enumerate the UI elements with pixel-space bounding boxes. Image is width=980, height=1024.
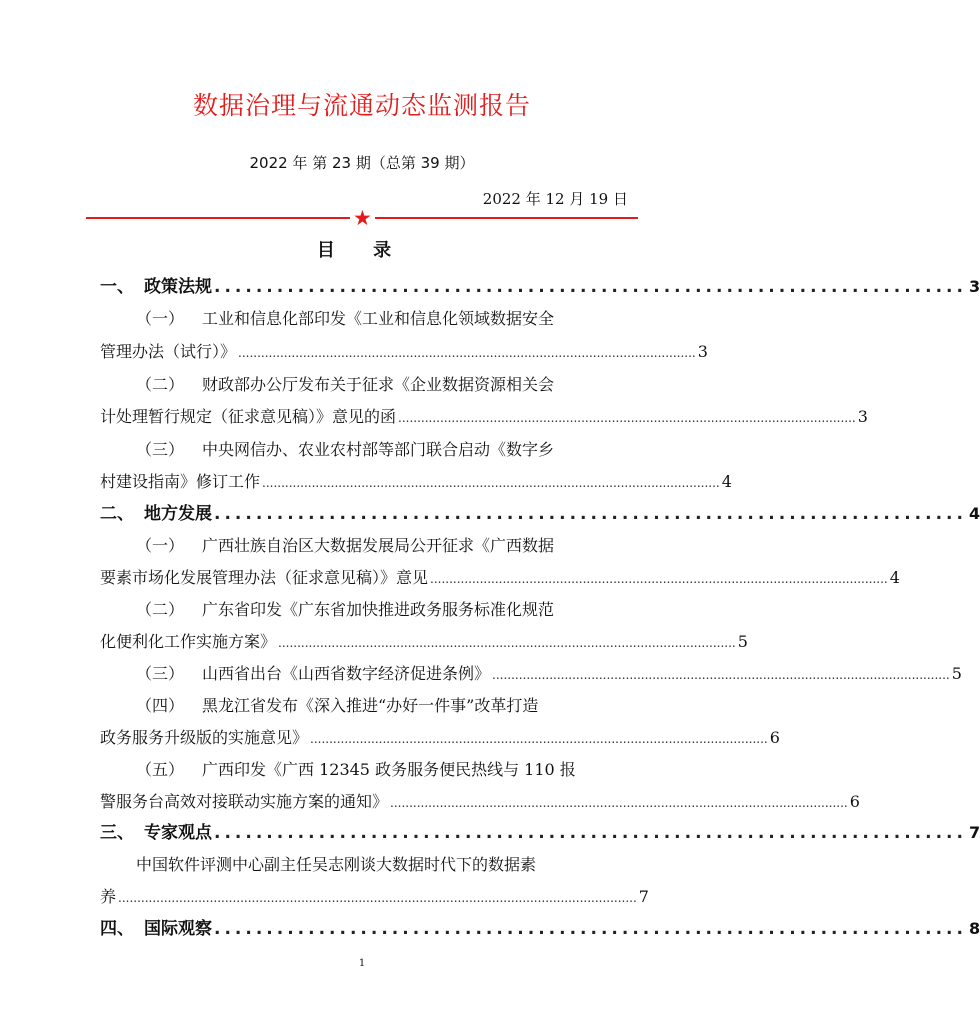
toc-entry-3-1-cont[interactable]: [100, 884, 649, 907]
section-number: 四、: [100, 919, 134, 939]
page-ref: 7: [638, 887, 649, 906]
section-number: 一、: [100, 277, 134, 297]
toc-entry-2-3[interactable]: [136, 661, 962, 684]
dot-leader: ........................................................................: [214, 919, 967, 939]
toc-entry-1-2-cont[interactable]: [100, 404, 868, 427]
section-title: 国际观察: [144, 919, 212, 939]
section-title: 地方发展: [144, 504, 212, 524]
dot-leader: ........................................................................................................................: [390, 796, 848, 810]
page-ref: 4: [889, 568, 900, 587]
toc-section-1[interactable]: [100, 272, 980, 297]
entry-text: 养: [100, 887, 117, 906]
page-ref: 5: [951, 664, 962, 683]
page-ref: 3: [857, 407, 868, 426]
entry-label: （二）: [136, 600, 185, 619]
entry-text: 中央网信办、农业农村部等部门联合启动《数字乡: [202, 440, 555, 459]
page-ref: 3: [697, 342, 708, 361]
page-ref: 7: [968, 823, 980, 842]
page-ref: 3: [968, 277, 980, 296]
page-ref: 6: [849, 792, 860, 811]
entry-label: （一）: [136, 309, 185, 328]
toc-section-2[interactable]: [100, 499, 980, 524]
entry-text: 化便利化工作实施方案》: [100, 632, 277, 651]
toc-entry-2-5[interactable]: [136, 757, 628, 780]
entry-text: 管理办法（试行）》: [100, 342, 237, 361]
toc-entry-1-2[interactable]: [136, 372, 628, 395]
toc-section-4[interactable]: [100, 914, 980, 939]
toc-entry-2-4-cont[interactable]: [100, 725, 780, 748]
page-ref: 4: [968, 504, 980, 523]
toc-heading: 目 录: [316, 240, 408, 261]
toc-entry-1-1[interactable]: [136, 306, 628, 329]
issue-date: 2022 年 12 月 19 日: [482, 190, 628, 208]
section-title: 专家观点: [144, 823, 212, 843]
toc-entry-1-3[interactable]: [136, 437, 628, 460]
dot-leader: ........................................................................................................................................: [118, 891, 637, 905]
entry-text: 中国软件评测中心副主任吴志刚谈大数据时代下的数据素: [136, 855, 537, 874]
entry-label: （三）: [136, 440, 185, 459]
section-title: 政策法规: [144, 277, 212, 297]
entry-text: 计处理暂行规定（征求意见稿）》意见的函: [100, 407, 397, 426]
dot-leader: ........................................................................................................................: [492, 668, 950, 682]
page-ref: 8: [968, 919, 980, 938]
entry-text: 广东省印发《广东省加快推进政务服务标准化规范: [202, 600, 555, 619]
dot-leader: ........................................................................................................................: [262, 476, 720, 490]
toc-entry-2-2[interactable]: [136, 597, 628, 620]
toc-section-3[interactable]: [100, 818, 980, 843]
entry-label: （五）: [136, 760, 185, 779]
dot-leader: ........................................................................................................................: [238, 346, 696, 360]
entry-text: 广西印发《广西 12345 政务服务便民热线与 110 报: [202, 760, 576, 779]
entry-label: （二）: [136, 375, 185, 394]
issue-number: 2022 年 第 23 期（总第 39 期）: [249, 154, 475, 172]
dot-leader: ........................................................................................................................: [398, 411, 856, 425]
entry-text: 工业和信息化部印发《工业和信息化领域数据安全: [202, 309, 555, 328]
entry-text: 山西省出台《山西省数字经济促进条例》: [202, 664, 491, 683]
dot-leader: ........................................................................: [214, 823, 967, 843]
page-ref: 6: [769, 728, 780, 747]
entry-text: 黑龙江省发布《深入推进“办好一件事”改革打造: [202, 696, 539, 715]
toc-entry-1-1-cont[interactable]: [100, 339, 708, 362]
entry-text: 政务服务升级版的实施意见》: [100, 728, 309, 747]
entry-text: 警服务台高效对接联动实施方案的通知》: [100, 792, 389, 811]
dot-leader: ........................................................................................................................: [278, 636, 736, 650]
page-number: 1: [358, 958, 366, 969]
toc-entry-2-1-cont[interactable]: [100, 565, 900, 588]
toc-entry-2-4[interactable]: [136, 693, 628, 716]
toc-entry-2-5-cont[interactable]: [100, 789, 860, 812]
entry-label: （一）: [136, 536, 185, 555]
report-title: 数据治理与流通动态监测报告: [192, 91, 531, 120]
page-ref: 5: [737, 632, 748, 651]
toc-entry-2-1[interactable]: [136, 533, 628, 556]
entry-label: （四）: [136, 696, 185, 715]
section-number: 二、: [100, 504, 134, 524]
toc-entry-1-3-cont[interactable]: [100, 469, 732, 492]
entry-text: 要素市场化发展管理办法（征求意见稿）》意见: [100, 568, 429, 587]
entry-text: 村建设指南》修订工作: [100, 472, 261, 491]
dot-leader: ........................................................................: [214, 277, 967, 297]
entry-text: 广西壮族自治区大数据发展局公开征求《广西数据: [202, 536, 555, 555]
toc-entry-3-1[interactable]: [136, 852, 628, 875]
toc-entry-2-2-cont[interactable]: [100, 629, 748, 652]
dot-leader: ........................................................................................................................: [310, 732, 768, 746]
entry-text: 财政部办公厅发布关于征求《企业数据资源相关会: [202, 375, 555, 394]
star-icon: ★: [350, 207, 375, 229]
dot-leader: ........................................................................: [214, 504, 967, 524]
entry-label: （三）: [136, 664, 185, 683]
page-ref: 4: [721, 472, 732, 491]
dot-leader: ........................................................................................................................: [430, 572, 888, 586]
section-number: 三、: [100, 823, 134, 843]
